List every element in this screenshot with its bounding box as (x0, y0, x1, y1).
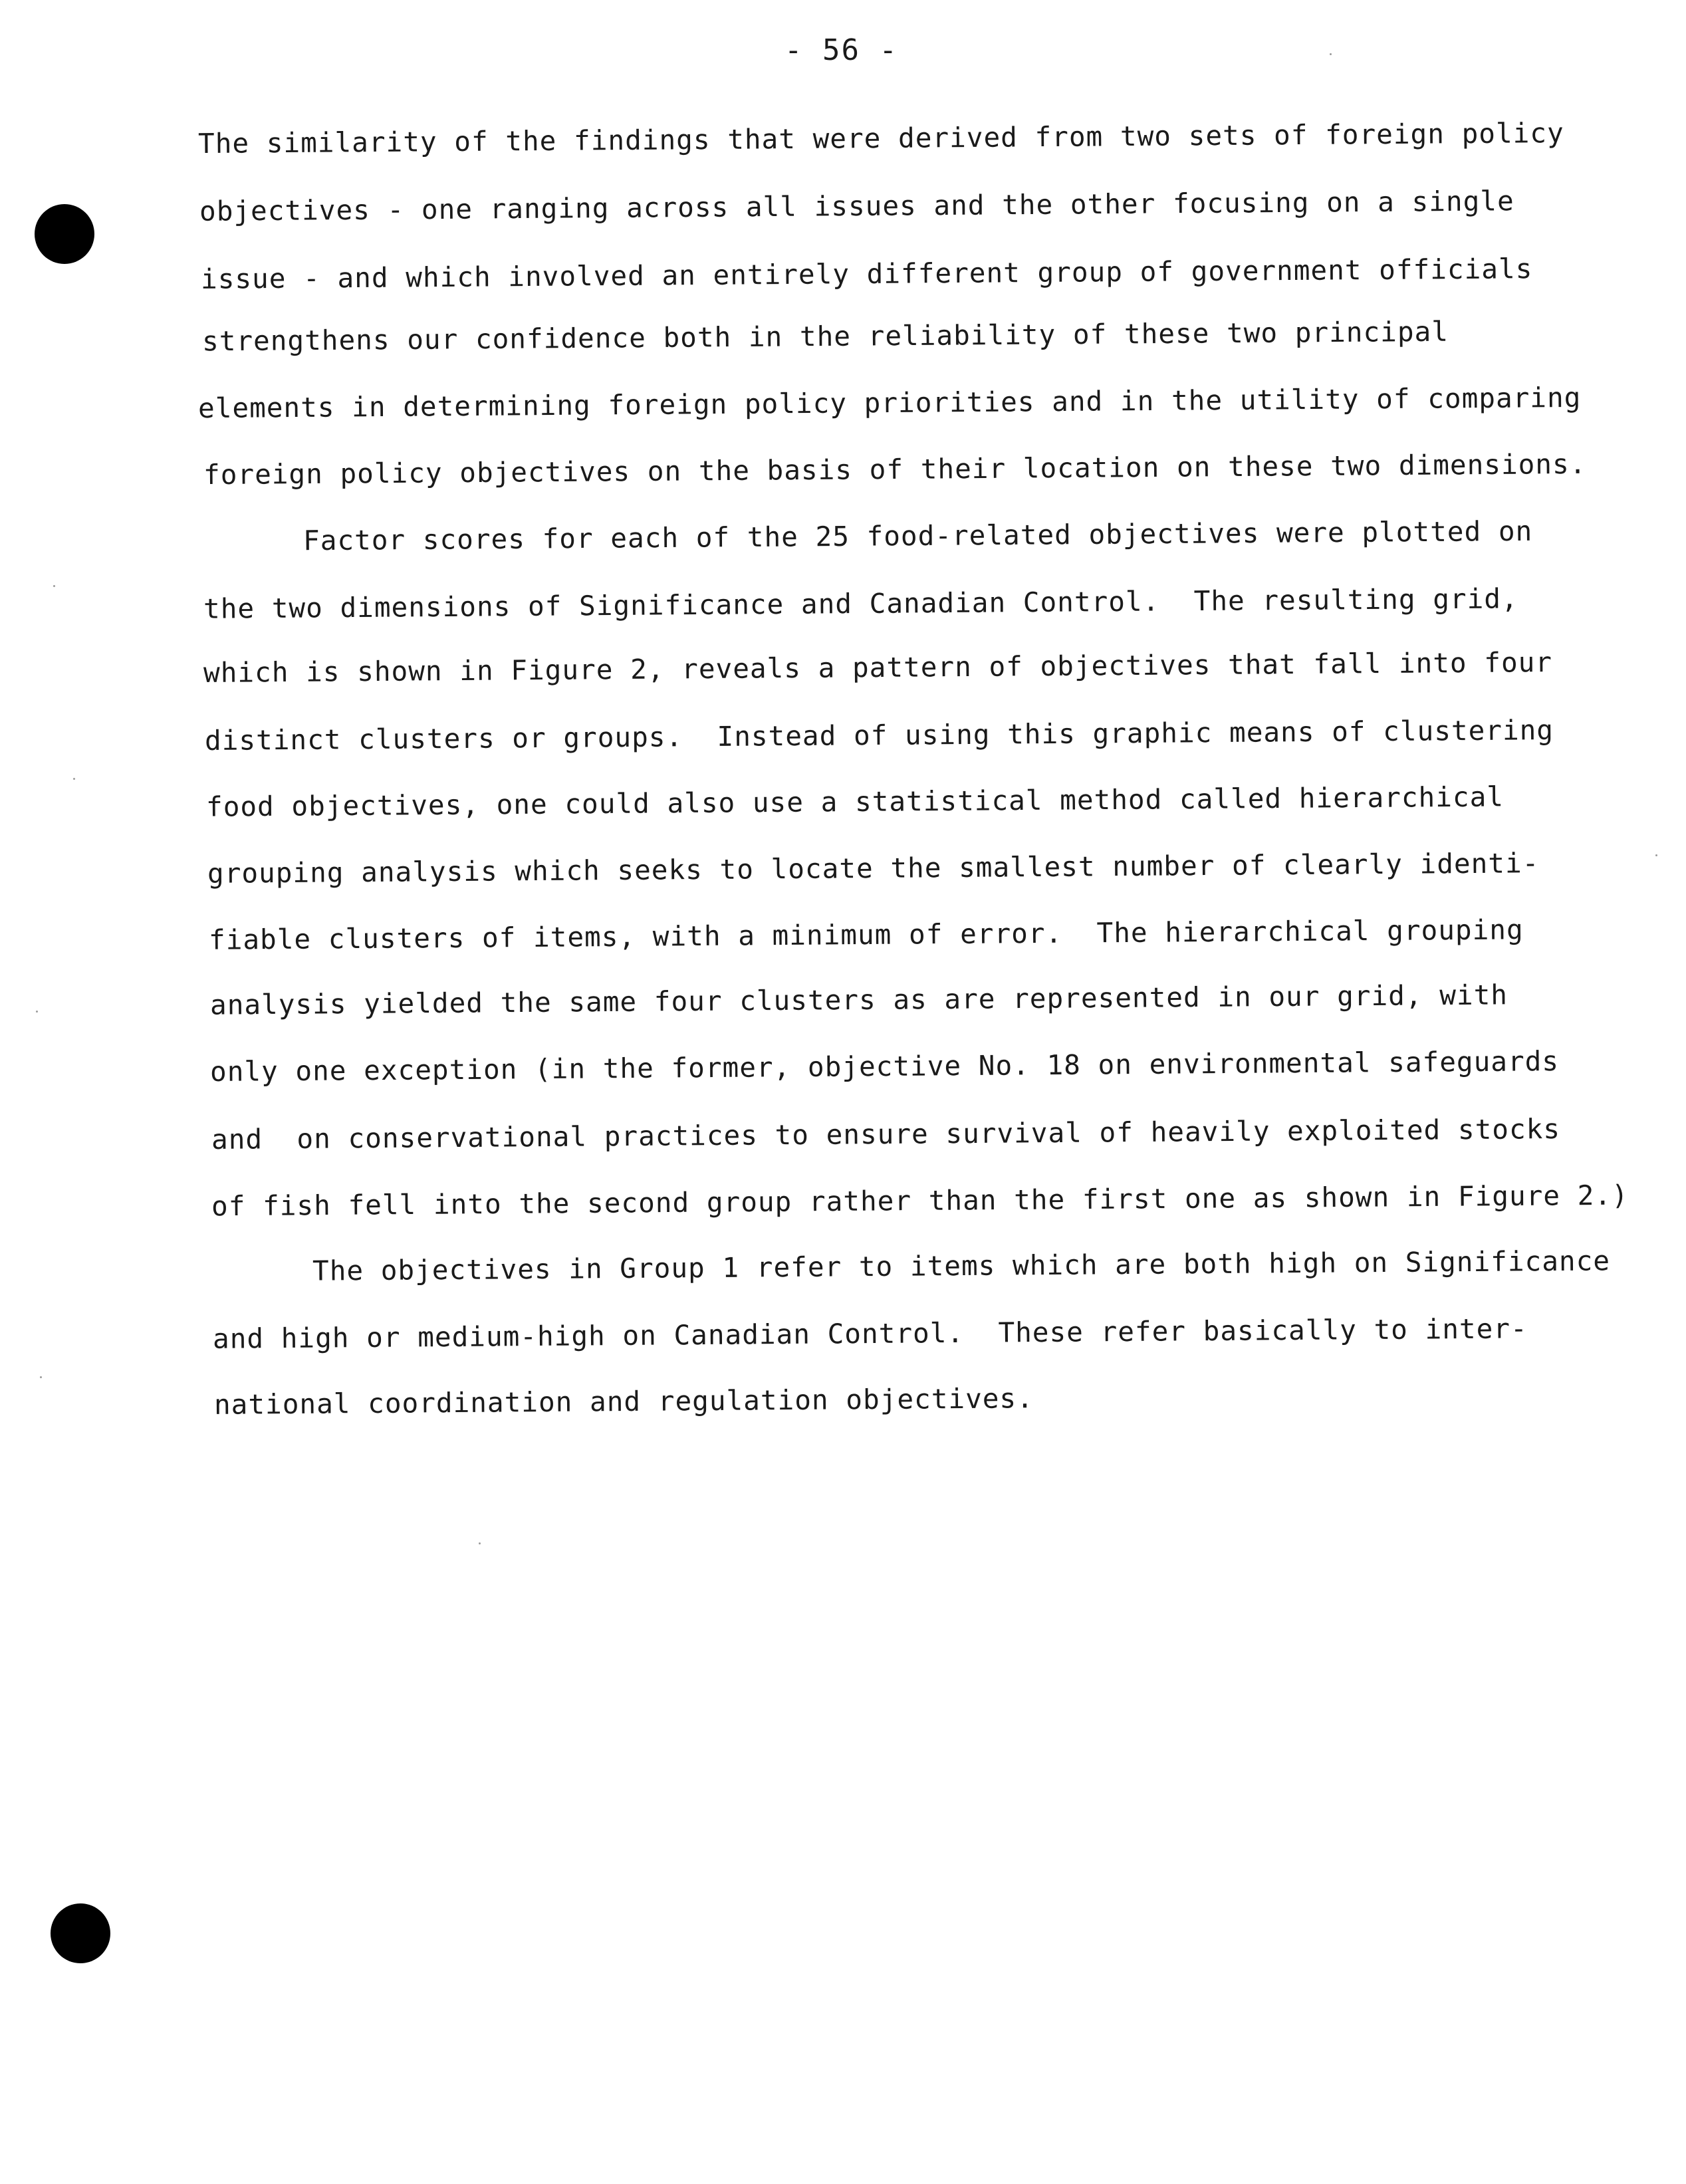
text-line: analysis yielded the same four clusters as are represented in our grid, with (209, 979, 1508, 1021)
text-line: foreign policy objectives on the basis of their location on these two dimensions. (203, 447, 1587, 491)
punch-hole-top (35, 204, 94, 264)
scan-speck (73, 778, 75, 780)
text-line: issue - and which involved an entirely different group of government officials (200, 253, 1533, 295)
scan-speck (53, 585, 55, 587)
text-line: The objectives in Group 1 refer to items which are both high on Significance (312, 1245, 1611, 1287)
text-line: fiable clusters of items, with a minimum of error. The hierarchical grouping (208, 913, 1524, 956)
text-line: food objectives, one could also use a statistical method called hierarchical (205, 781, 1505, 823)
scan-speck (1655, 854, 1657, 856)
text-line: and high or medium-high on Canadian Control. These refer basically to inter- (212, 1312, 1528, 1355)
text-line: Factor scores for each of the 25 food-related objectives were plotted on (302, 515, 1533, 557)
text-line: distinct clusters or groups. Instead of using this graphic means of clustering (204, 714, 1554, 757)
text-line: The similarity of the findings that were derived from two sets of foreign policy (197, 116, 1564, 160)
text-line: only one exception (in the former, objective No. 18 on environmental safeguards (209, 1045, 1560, 1088)
text-line: strengthens our confidence both in the reliability of these two principal (201, 315, 1449, 358)
scan-speck (40, 1376, 42, 1378)
scan-speck (36, 1011, 38, 1013)
text-line: the two dimensions of Significance and Canadian Control. The resulting grid, (203, 582, 1518, 625)
text-line: of fish fell into the second group rather than the first one as shown in Figure 2.) (211, 1179, 1629, 1223)
text-line: which is shown in Figure 2, reveals a pattern of objectives that fall into four (203, 646, 1553, 689)
text-line: grouping analysis which seeks to locate the smallest number of clearly identi- (207, 847, 1540, 890)
text-line: national coordination and regulation objectives. (213, 1382, 1034, 1421)
text-line: objectives - one ranging across all issues and the other focusing on a single (199, 185, 1514, 227)
text-line: and on conservational practices to ensure survival of heavily exploited stocks (211, 1113, 1561, 1155)
scan-speck (479, 1542, 481, 1544)
scan-speck (1330, 53, 1332, 55)
text-line: elements in determining foreign policy priorities and in the utility of comparing (197, 381, 1582, 425)
page-number: - 56 - (784, 33, 898, 67)
punch-hole-bottom (51, 1903, 110, 1963)
